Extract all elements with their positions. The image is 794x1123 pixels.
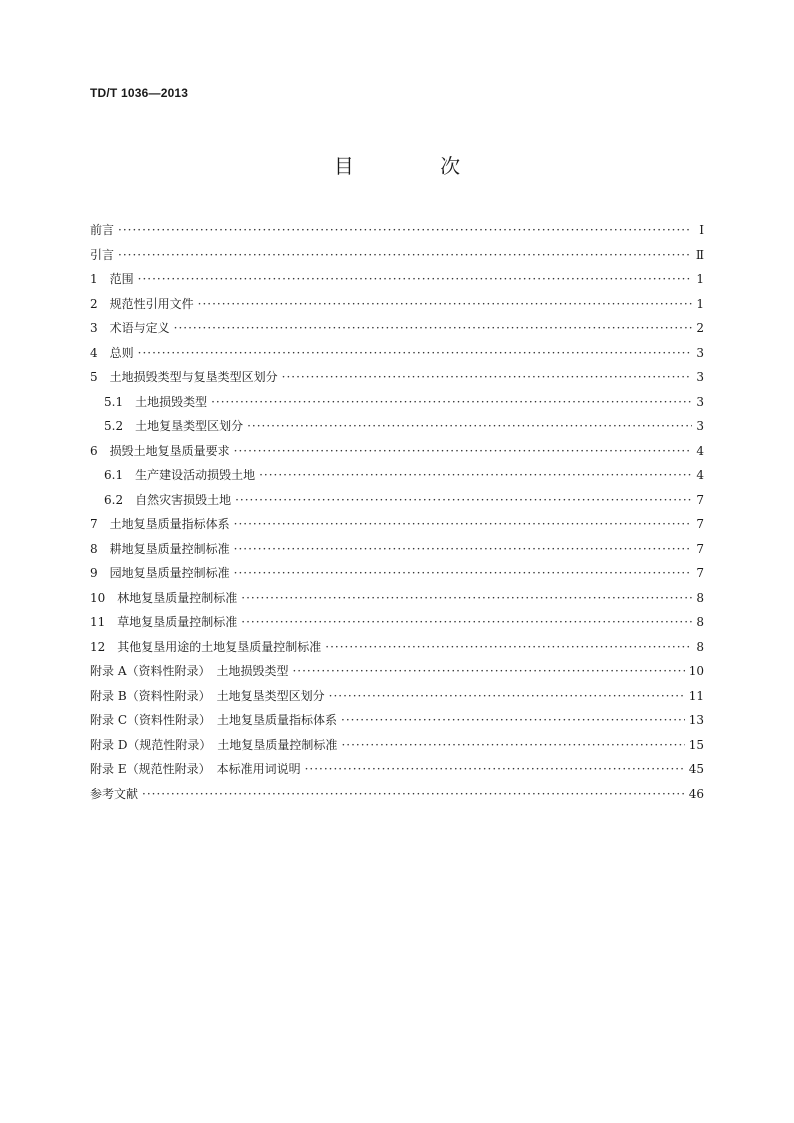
toc-entry-label: 6 损毁土地复垦质量要求 [90, 443, 230, 458]
toc-entry-page: 8 [696, 590, 704, 605]
toc-entry-page: 7 [696, 541, 704, 556]
toc-dot-leader [329, 684, 685, 709]
toc-title: 目 次 [333, 154, 501, 178]
toc-entry-label: 5.2 土地复垦类型区划分 [104, 419, 244, 433]
toc-entry-5-2[interactable] [90, 414, 704, 439]
toc-dot-leader [292, 659, 684, 684]
toc-entry-label: 附录 D（规范性附录） 土地复垦质量控制标准 [90, 737, 338, 752]
toc-entry-label: 前言 [90, 223, 115, 237]
toc-entry-label: 8 耕地复垦质量控制标准 [90, 541, 230, 556]
toc-dot-leader [341, 733, 684, 758]
toc-entry-label: 附录 C（资料性附录） 土地复垦质量指标体系 [90, 713, 337, 727]
toc-entry-label: 1 范围 [90, 272, 134, 286]
toc-entry-label: 2 规范性引用文件 [90, 296, 194, 311]
toc-entry-page: 46 [688, 786, 704, 801]
toc-entry-introduction[interactable] [90, 243, 704, 268]
toc-entry-appendix-d[interactable] [90, 733, 704, 758]
toc-entry-label: 5.1 土地损毁类型 [104, 394, 208, 409]
toc-dot-leader [118, 243, 692, 268]
toc-entry-4[interactable] [90, 341, 704, 366]
toc-entry-label: 9 园地复垦质量控制标准 [90, 566, 230, 580]
toc-dot-leader [198, 292, 692, 317]
toc-entry-10[interactable] [90, 586, 704, 611]
toc-dot-leader [234, 537, 692, 562]
toc-entry-page: 2 [696, 321, 704, 335]
toc-entry-page: 3 [696, 370, 704, 384]
toc-entry-page: 13 [688, 713, 704, 727]
toc-entry-page: 45 [688, 762, 704, 776]
toc-entry-9[interactable] [90, 561, 704, 586]
toc-entry-label: 12 其他复垦用途的土地复垦质量控制标准 [90, 639, 322, 654]
toc-entry-page: 7 [696, 492, 704, 507]
toc-dot-leader [325, 635, 692, 660]
toc-entry-foreword[interactable] [90, 218, 704, 243]
toc-entry-page: 3 [696, 394, 704, 409]
toc-dot-leader [259, 463, 692, 488]
toc-entry-6-2[interactable] [90, 488, 704, 513]
toc-entry-label: 附录 B（资料性附录） 土地复垦类型区划分 [90, 688, 325, 703]
toc-entry-references[interactable] [90, 782, 704, 807]
table-of-contents [90, 218, 704, 806]
toc-entry-label: 参考文献 [90, 786, 139, 801]
toc-entry-page: 3 [696, 419, 704, 433]
toc-entry-page: 1 [696, 272, 704, 286]
toc-entry-page: 15 [688, 737, 704, 752]
toc-entry-appendix-b[interactable] [90, 684, 704, 709]
toc-entry-label: 引言 [90, 247, 115, 262]
toc-entry-page: 1 [696, 296, 704, 311]
toc-entry-appendix-c[interactable] [90, 708, 704, 733]
toc-dot-leader [138, 267, 692, 292]
toc-entry-page: 4 [696, 443, 704, 458]
document-code: TD/T 1036—2013 [90, 86, 189, 100]
toc-dot-leader [138, 341, 692, 366]
toc-entry-label: 附录 E（规范性附录） 本标准用词说明 [90, 762, 301, 776]
toc-entry-page: 8 [696, 615, 704, 629]
toc-dot-leader [234, 439, 692, 464]
toc-entry-page: Ⅰ [699, 223, 704, 237]
toc-dot-leader [142, 782, 685, 807]
toc-entry-label: 4 总则 [90, 345, 134, 360]
toc-dot-leader [118, 218, 692, 243]
toc-entry-11[interactable] [90, 610, 704, 635]
toc-entry-appendix-a[interactable] [90, 659, 704, 684]
toc-dot-leader [282, 365, 692, 390]
toc-entry-2[interactable] [90, 292, 704, 317]
toc-entry-page: 10 [688, 664, 704, 678]
toc-dot-leader [241, 586, 692, 611]
toc-entry-page: 4 [696, 468, 704, 482]
toc-entry-3[interactable] [90, 316, 704, 341]
toc-entry-5[interactable] [90, 365, 704, 390]
toc-entry-6-1[interactable] [90, 463, 704, 488]
toc-entry-label: 3 术语与定义 [90, 321, 170, 335]
toc-dot-leader [247, 414, 692, 439]
toc-dot-leader [341, 708, 685, 733]
toc-entry-page: Ⅱ [695, 247, 704, 262]
toc-dot-leader [241, 610, 692, 635]
toc-dot-leader [234, 512, 692, 537]
toc-entry-label: 11 草地复垦质量控制标准 [90, 615, 238, 629]
toc-entry-label: 10 林地复垦质量控制标准 [90, 590, 238, 605]
toc-entry-label: 6.1 生产建设活动损毁土地 [104, 468, 256, 482]
toc-entry-label: 5 土地损毁类型与复垦类型区划分 [90, 370, 278, 384]
toc-entry-8[interactable] [90, 537, 704, 562]
toc-entry-label: 附录 A（资料性附录） 土地损毁类型 [90, 664, 289, 678]
toc-dot-leader [305, 757, 685, 782]
toc-entry-5-1[interactable] [90, 390, 704, 415]
toc-entry-1[interactable] [90, 267, 704, 292]
toc-entry-6[interactable] [90, 439, 704, 464]
toc-dot-leader [234, 561, 692, 586]
toc-entry-page: 3 [696, 345, 704, 360]
toc-entry-appendix-e[interactable] [90, 757, 704, 782]
toc-dot-leader [174, 316, 692, 341]
toc-entry-7[interactable] [90, 512, 704, 537]
toc-dot-leader [235, 488, 692, 513]
toc-entry-page: 8 [696, 639, 704, 654]
toc-entry-12[interactable] [90, 635, 704, 660]
toc-entry-page: 7 [696, 517, 704, 531]
toc-entry-page: 11 [688, 688, 704, 703]
toc-dot-leader [211, 390, 692, 415]
toc-entry-label: 6.2 自然灾害损毁土地 [104, 492, 232, 507]
toc-entry-page: 7 [696, 566, 704, 580]
toc-entry-label: 7 土地复垦质量指标体系 [90, 517, 230, 531]
